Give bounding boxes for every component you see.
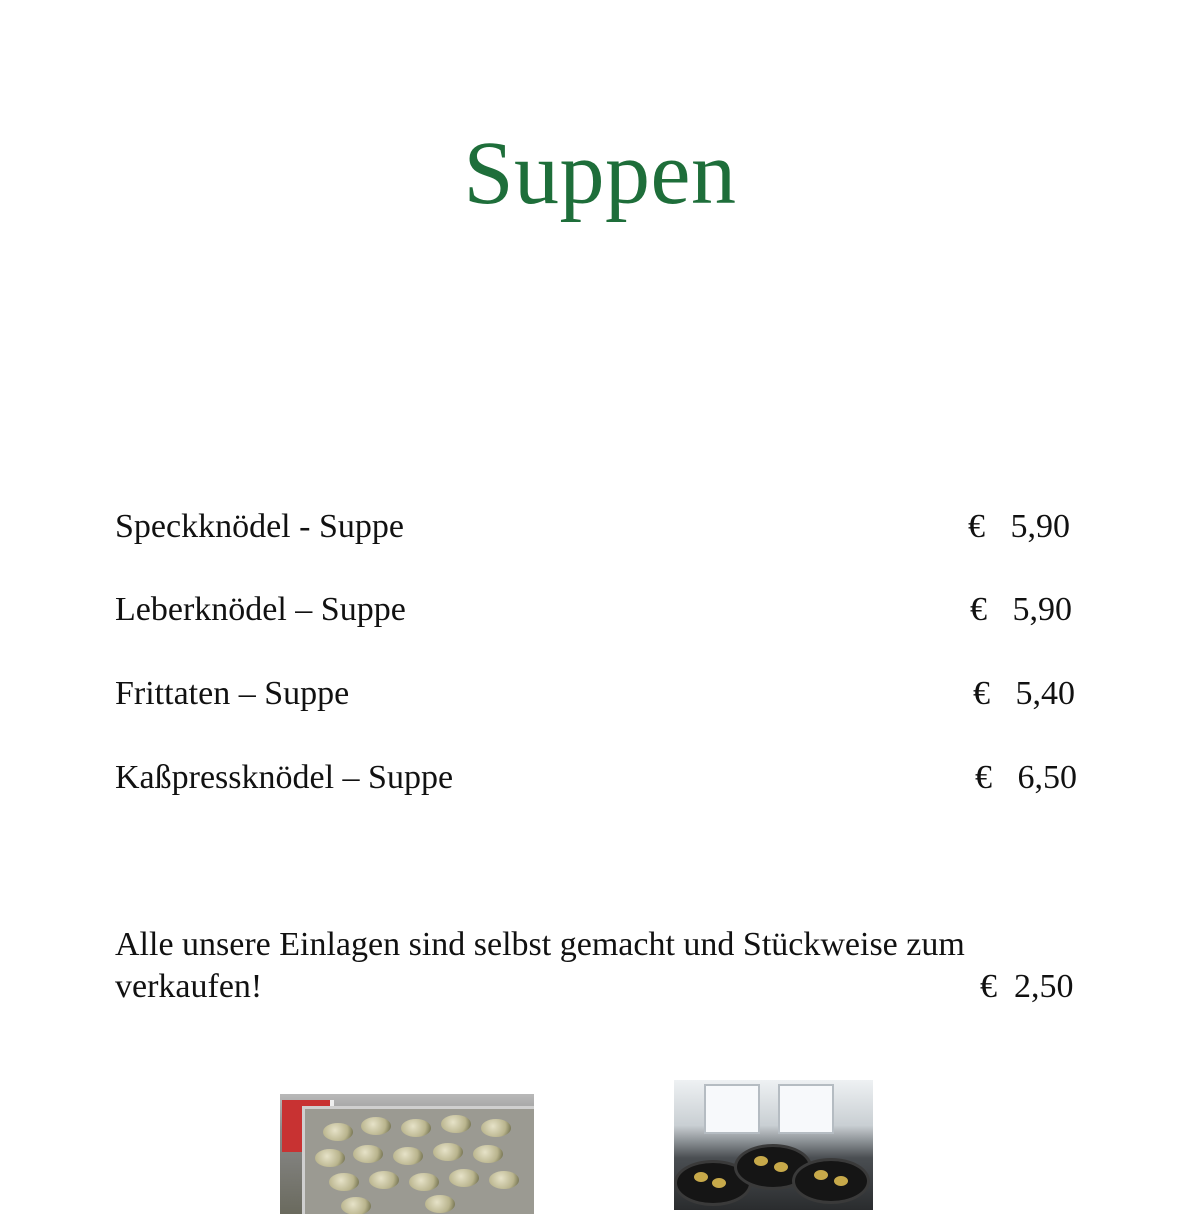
photo-detail [473,1145,503,1163]
einlagen-note [115,924,1085,1008]
menu-item-price: € 5,90 [968,508,1070,545]
menu-item-price: € 5,90 [970,591,1072,628]
photo-detail [704,1084,760,1134]
menu-item [115,672,1085,716]
knoedel-tray-photo [280,1094,534,1214]
photo-detail [353,1145,383,1163]
photo-detail [481,1119,511,1137]
photo-detail [814,1170,828,1180]
photo-detail [778,1084,834,1134]
photo-detail [409,1173,439,1191]
photo-detail [393,1147,423,1165]
photo-detail [712,1178,726,1188]
menu-item [115,756,1085,800]
photo-detail [754,1156,768,1166]
photo-detail [433,1143,463,1161]
menu-item-name: Kaßpressknödel – Suppe [115,759,454,796]
note-price: € 2,50 [980,968,1074,1005]
note-line-2: verkaufen! [115,968,263,1005]
photo-detail [441,1115,471,1133]
photo-detail [361,1117,391,1135]
menu-item-name: Leberknödel – Suppe [115,591,406,628]
photo-detail [302,1106,534,1214]
photo-detail [694,1172,708,1182]
menu-item-price: € 6,50 [975,759,1077,796]
menu-item-name: Speckknödel - Suppe [115,508,404,545]
photo-detail [323,1123,353,1141]
menu-item-name: Frittaten – Suppe [115,675,350,712]
photo-detail [489,1171,519,1189]
menu-item [115,505,1085,549]
photo-detail [329,1173,359,1191]
page-title: Suppen [463,124,737,223]
note-line-2-row [115,966,1085,1008]
photo-detail [834,1176,848,1186]
photo-detail [449,1169,479,1187]
photo-detail [369,1171,399,1189]
menu-item [115,588,1085,632]
menu-item-price: € 5,40 [973,675,1075,712]
photo-detail [774,1162,788,1172]
photo-detail [315,1149,345,1167]
photo-detail [425,1195,455,1213]
photo-detail [792,1158,870,1204]
note-line-1: Alle unsere Einlagen sind selbst gemacht und Stückweise zum [115,926,965,963]
photo-detail [401,1119,431,1137]
kitchen-pans-photo [674,1080,873,1210]
